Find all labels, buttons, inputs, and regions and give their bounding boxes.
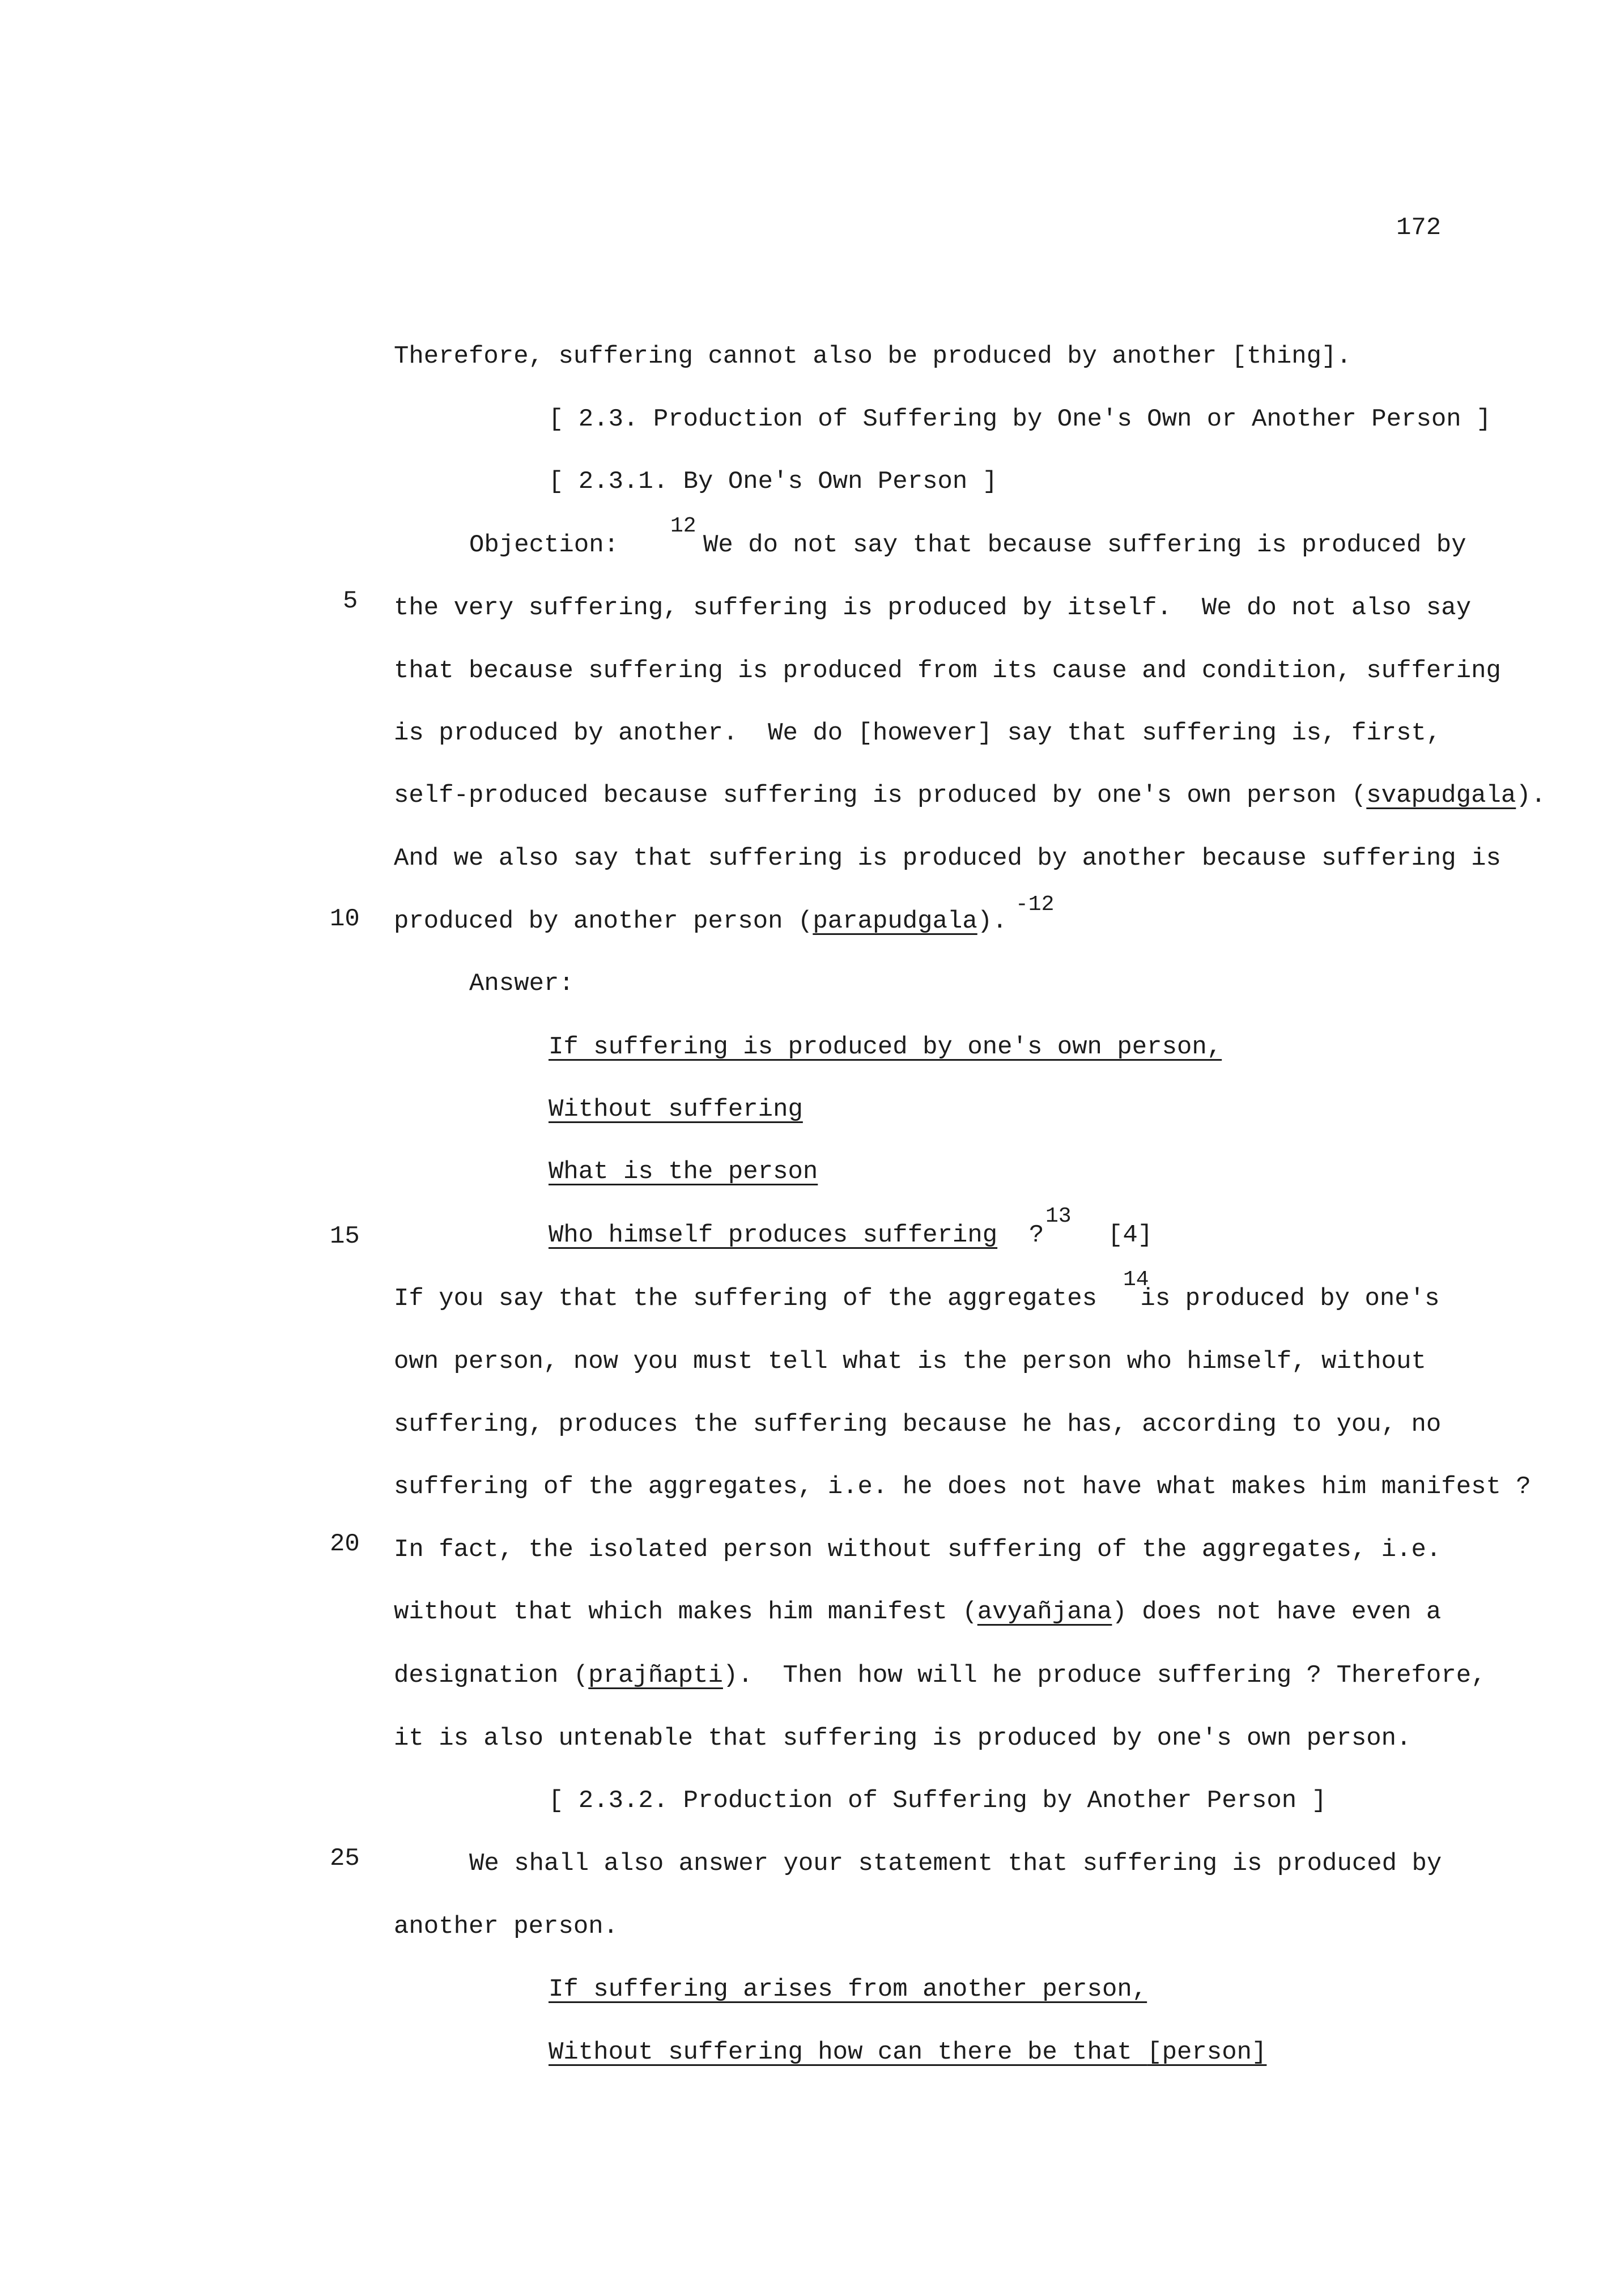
verse-line: If suffering is produced by one's own person,	[549, 1033, 1222, 1061]
sanskrit-term: parapudgala	[813, 907, 977, 936]
footnote-marker: -12	[1015, 892, 1055, 917]
verse-line: Without suffering	[549, 1095, 803, 1124]
text-line	[394, 909, 1007, 934]
text-line: own person, now you must tell what is the person who himself, without	[394, 1347, 1426, 1376]
verse-line: If suffering arises from another person,	[549, 1975, 1147, 2004]
section-heading: [ 2.3. Production of Suffering by One's Own or Another Person ]	[549, 405, 1491, 433]
subsection-heading: [ 2.3.1. By One's Own Person ]	[549, 467, 998, 496]
sanskrit-term: svapudgala	[1366, 781, 1516, 810]
text-line: that because suffering is produced from its cause and condition, suffering	[394, 657, 1501, 685]
sanskrit-term: prajñapti	[588, 1661, 723, 1690]
text-line: is produced by another. We do [however] say that suffering is, first,	[394, 719, 1442, 747]
text-segment: without that which makes him manifest (	[394, 1598, 977, 1626]
verse-line: Who himself produces suffering	[549, 1221, 998, 1249]
line-number-25: 25	[330, 1844, 360, 1873]
text-segment: Without suffering how can there be that	[549, 2038, 1147, 2067]
verse-line: What is the person	[549, 1158, 818, 1186]
text-line: Therefore, suffering cannot also be produced by another [thing].	[394, 342, 1351, 371]
footnote-marker: 13	[1045, 1204, 1072, 1228]
text-line: the very suffering, suffering is produced by itself. We do not also say	[394, 594, 1472, 622]
text-segment: ).	[1516, 781, 1546, 810]
subsection-heading: [ 2.3.2. Production of Suffering by Another Person ]	[549, 1787, 1327, 1815]
sanskrit-term: avyañjana	[977, 1598, 1112, 1626]
text-segment: produced by another person (	[394, 907, 813, 936]
objection-label: Objection:	[469, 531, 619, 559]
text-segment: ).	[977, 907, 1007, 936]
text-segment: ) does not have even a	[1112, 1598, 1442, 1626]
text-line: suffering of the aggregates, i.e. he does not have what makes him manifest ?	[394, 1473, 1531, 1501]
text-line: it is also untenable that suffering is produced by one's own person.	[394, 1724, 1412, 1753]
text-line: In fact, the isolated person without suffering of the aggregates, i.e.	[394, 1536, 1442, 1564]
text-line	[394, 1663, 1486, 1688]
text-line: suffering, produces the suffering because he has, according to you, no	[394, 1410, 1442, 1439]
text-segment: self-produced because suffering is produced by one's own person (	[394, 781, 1367, 810]
question-mark: ?	[1029, 1221, 1044, 1249]
text-segment: designation (	[394, 1661, 589, 1690]
text-segment: is produced by one's	[1125, 1285, 1440, 1313]
text-segment: ). Then how will he produce suffering ? Therefore,	[722, 1661, 1486, 1690]
text-line: another person.	[394, 1912, 619, 1941]
verse-line	[549, 2040, 1266, 2065]
text-segment: [person]	[1147, 2038, 1267, 2067]
text-line: We shall also answer your statement that suffering is produced by	[469, 1849, 1442, 1878]
answer-label: Answer:	[469, 970, 574, 998]
text-line: And we also say that suffering is produced by another because suffering is	[394, 844, 1501, 873]
text-line	[394, 1286, 1440, 1311]
line-number-15: 15	[330, 1222, 360, 1251]
line-number-5: 5	[343, 587, 358, 615]
verse-reference: [4]	[1108, 1221, 1153, 1249]
text-line: We do not say that because suffering is produced by	[703, 531, 1466, 559]
footnote-marker: 12	[670, 514, 696, 538]
text-line	[394, 783, 1546, 808]
line-number-20: 20	[330, 1530, 360, 1558]
footnote-marker: 14	[1123, 1268, 1149, 1292]
page-number: 172	[1396, 214, 1442, 242]
text-line	[394, 1600, 1441, 1625]
text-segment: If you say that the suffering of the aggregates	[394, 1285, 1098, 1313]
line-number-10: 10	[330, 905, 360, 933]
